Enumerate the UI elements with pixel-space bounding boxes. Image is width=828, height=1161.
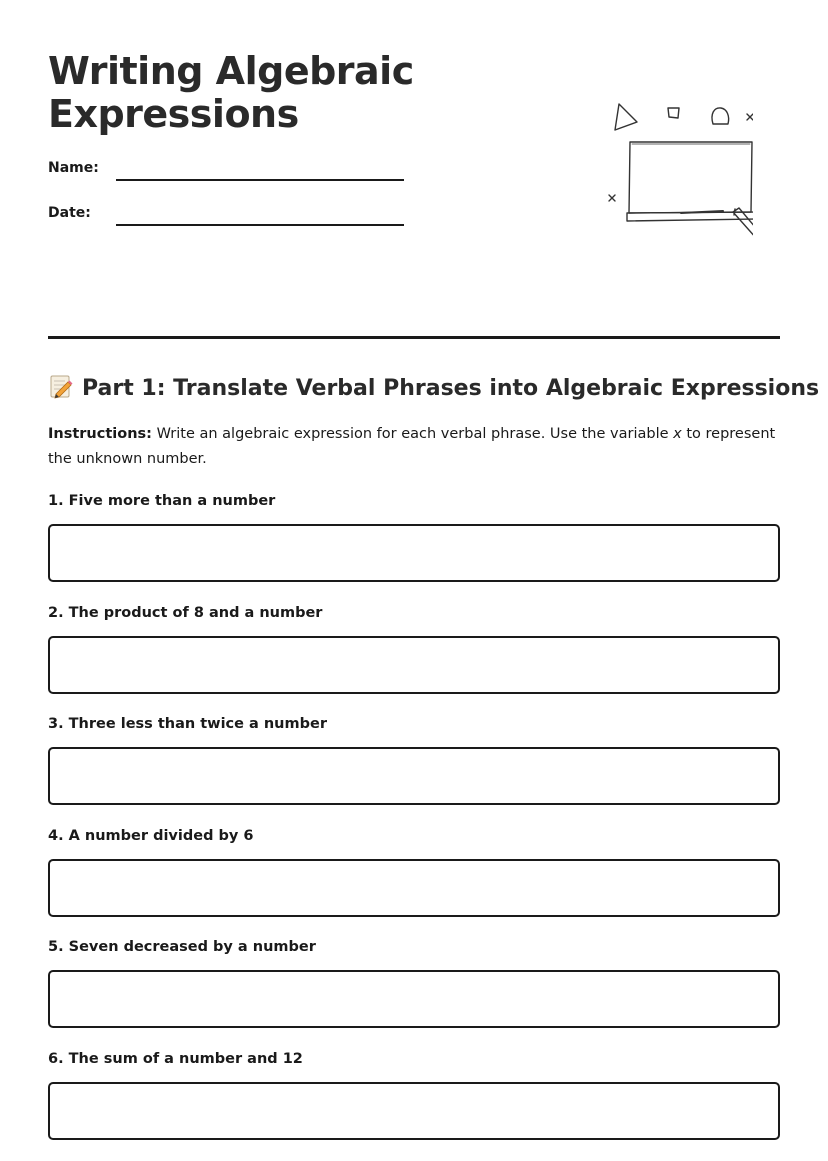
date-label: Date: [48, 205, 91, 221]
instructions-text-before: Write an algebraic expression for each verbal phrase. Use the variable [152, 426, 673, 442]
question-item [48, 492, 780, 604]
worksheet-header [48, 0, 780, 340]
instructions [48, 422, 780, 472]
instructions-variable: x [673, 426, 682, 442]
question-label: 2. The product of 8 and a number [48, 605, 322, 621]
answer-box[interactable] [48, 1082, 780, 1140]
answer-box[interactable] [48, 636, 780, 694]
name-label: Name: [48, 160, 99, 176]
question-label: 3. Three less than twice a number [48, 716, 327, 732]
question-item [48, 604, 780, 716]
date-field [48, 203, 408, 227]
question-list [48, 492, 780, 1161]
instructions-label: Instructions: [48, 426, 152, 442]
chalkboard-illustration-icon [553, 92, 753, 252]
question-item [48, 938, 780, 1050]
part1-title [48, 373, 819, 401]
part1-title-text: Part 1: Translate Verbal Phrases into Algebraic Expressions [82, 376, 819, 401]
question-label: 1. Five more than a number [48, 493, 275, 509]
answer-box[interactable] [48, 524, 780, 582]
worksheet-page [48, 0, 780, 1118]
question-label: 4. A number divided by 6 [48, 828, 253, 844]
instructions-text-after: to represent the unknown number. [48, 426, 775, 467]
page-title: Writing Algebraic Expressions [48, 50, 448, 136]
question-item [48, 715, 780, 827]
date-line[interactable] [116, 224, 404, 226]
question-label: 6. The sum of a number and 12 [48, 1051, 303, 1067]
memo-icon [48, 373, 74, 399]
answer-box[interactable] [48, 970, 780, 1028]
answer-box[interactable] [48, 859, 780, 917]
section-divider [48, 336, 780, 339]
answer-box[interactable] [48, 747, 780, 805]
question-item [48, 1050, 780, 1161]
question-label: 5. Seven decreased by a number [48, 939, 316, 955]
name-field [48, 158, 408, 182]
question-item [48, 827, 780, 939]
name-line[interactable] [116, 179, 404, 181]
